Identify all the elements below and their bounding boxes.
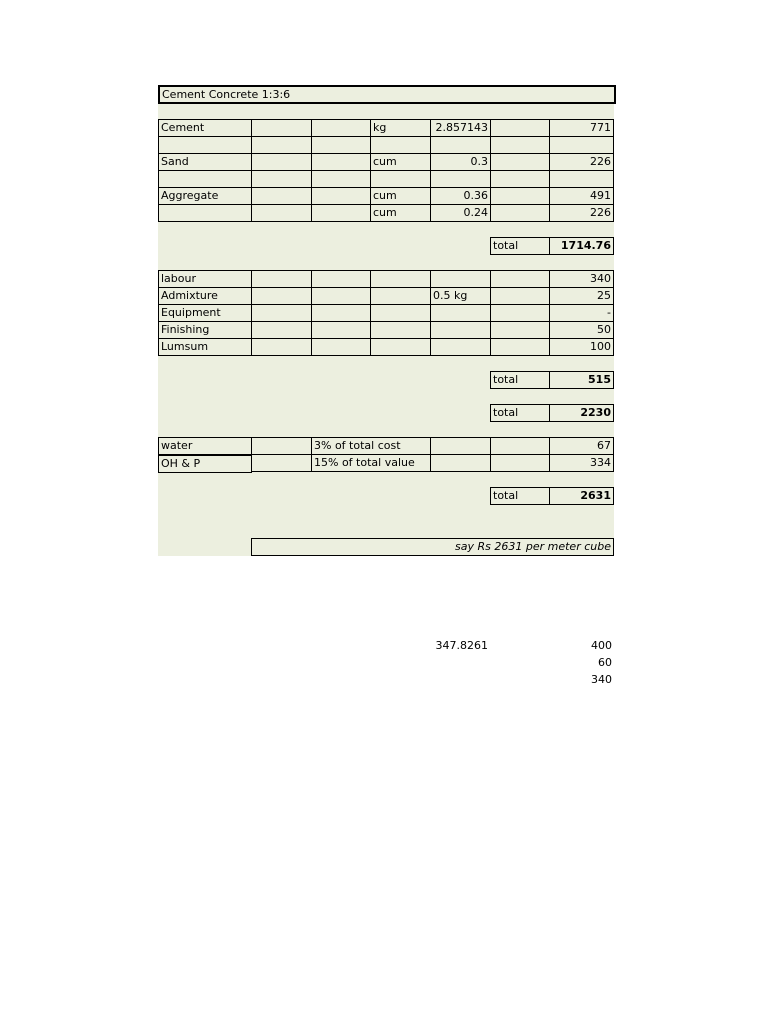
overhead-name[interactable]: Lumsum <box>158 338 252 356</box>
cell[interactable] <box>490 338 550 356</box>
cell[interactable] <box>251 287 312 305</box>
material-name[interactable]: Aggregate <box>158 187 252 205</box>
overhead-amount[interactable]: 100 <box>549 338 614 356</box>
material-unit[interactable]: cum <box>370 153 431 171</box>
overhead-name[interactable]: Admixture <box>158 287 252 305</box>
material-unit[interactable] <box>370 136 431 154</box>
loose-value[interactable]: 347.8261 <box>435 639 488 652</box>
cell[interactable] <box>311 119 371 137</box>
overhead-qty[interactable] <box>430 270 491 288</box>
cell[interactable] <box>311 170 371 188</box>
overhead-amount[interactable]: - <box>549 304 614 322</box>
overhead-total-label: total <box>490 371 551 389</box>
material-qty[interactable] <box>430 170 491 188</box>
loose-value[interactable]: 340 <box>591 673 612 686</box>
cell[interactable] <box>311 270 371 288</box>
material-qty[interactable]: 0.3 <box>430 153 491 171</box>
cell[interactable] <box>311 136 371 154</box>
material-name[interactable]: Sand <box>158 153 252 171</box>
overhead-amount[interactable]: 25 <box>549 287 614 305</box>
material-total-value[interactable]: 1714.76 <box>549 237 614 255</box>
extra-desc[interactable]: 3% of total cost <box>311 437 431 455</box>
overhead-amount[interactable]: 50 <box>549 321 614 339</box>
material-unit[interactable]: kg <box>370 119 431 137</box>
material-qty[interactable]: 2.857143 <box>430 119 491 137</box>
overhead-total-value[interactable]: 515 <box>549 371 614 389</box>
material-qty[interactable] <box>430 136 491 154</box>
sheet-background-left <box>158 538 251 556</box>
cell[interactable] <box>251 119 312 137</box>
cell[interactable] <box>251 338 312 356</box>
cell[interactable] <box>490 454 550 472</box>
extra-amount[interactable]: 67 <box>549 437 614 455</box>
grand-total-value[interactable]: 2631 <box>549 487 614 505</box>
material-amount[interactable] <box>549 170 614 188</box>
cell[interactable] <box>370 287 431 305</box>
sheet-title[interactable]: Cement Concrete 1:3:6 <box>158 85 616 104</box>
material-name[interactable] <box>158 204 252 222</box>
material-qty[interactable]: 0.36 <box>430 187 491 205</box>
cell[interactable] <box>251 204 312 222</box>
cell[interactable] <box>490 270 550 288</box>
grand-total-label: total <box>490 487 551 505</box>
cell[interactable] <box>311 287 371 305</box>
extra-name[interactable]: OH & P <box>158 454 252 473</box>
cell[interactable] <box>251 454 312 472</box>
material-qty[interactable]: 0.24 <box>430 204 491 222</box>
loose-value[interactable]: 60 <box>598 656 612 669</box>
cell[interactable] <box>490 437 550 455</box>
material-amount[interactable]: 226 <box>549 153 614 171</box>
overhead-name[interactable]: labour <box>158 270 252 288</box>
material-amount[interactable]: 771 <box>549 119 614 137</box>
cell[interactable] <box>251 136 312 154</box>
cell[interactable] <box>490 187 550 205</box>
cell[interactable] <box>251 437 312 455</box>
material-name[interactable] <box>158 170 252 188</box>
extra-desc[interactable]: 15% of total value <box>311 454 431 472</box>
cell[interactable] <box>490 136 550 154</box>
overhead-qty[interactable]: 0.5 kg <box>430 287 491 305</box>
cell[interactable] <box>311 338 371 356</box>
cell[interactable] <box>311 153 371 171</box>
material-amount[interactable] <box>549 136 614 154</box>
cell[interactable] <box>430 437 491 455</box>
material-total-label: total <box>490 237 551 255</box>
cell[interactable] <box>490 304 550 322</box>
material-amount[interactable]: 226 <box>549 204 614 222</box>
cell[interactable] <box>311 204 371 222</box>
cell[interactable] <box>370 304 431 322</box>
cell[interactable] <box>490 204 550 222</box>
cell[interactable] <box>490 153 550 171</box>
extra-name[interactable]: water <box>158 437 252 455</box>
material-name[interactable]: Cement <box>158 119 252 137</box>
cell[interactable] <box>370 270 431 288</box>
cell[interactable] <box>430 454 491 472</box>
material-unit[interactable]: cum <box>370 187 431 205</box>
cell[interactable] <box>251 304 312 322</box>
summary-note[interactable]: say Rs 2631 per meter cube <box>251 538 614 556</box>
cell[interactable] <box>311 304 371 322</box>
cell[interactable] <box>490 321 550 339</box>
overhead-name[interactable]: Finishing <box>158 321 252 339</box>
cell[interactable] <box>251 153 312 171</box>
overhead-amount[interactable]: 340 <box>549 270 614 288</box>
cell[interactable] <box>370 321 431 339</box>
subtotal-label: total <box>490 404 551 422</box>
material-unit[interactable] <box>370 170 431 188</box>
cell[interactable] <box>490 170 550 188</box>
cell[interactable] <box>251 270 312 288</box>
cell[interactable] <box>490 287 550 305</box>
extra-amount[interactable]: 334 <box>549 454 614 472</box>
cell[interactable] <box>251 170 312 188</box>
cell[interactable] <box>311 187 371 205</box>
overhead-qty[interactable] <box>430 338 491 356</box>
overhead-name[interactable]: Equipment <box>158 304 252 322</box>
material-amount[interactable]: 491 <box>549 187 614 205</box>
material-unit[interactable]: cum <box>370 204 431 222</box>
material-name[interactable] <box>158 136 252 154</box>
cell[interactable] <box>490 119 550 137</box>
overhead-qty[interactable] <box>430 321 491 339</box>
overhead-qty[interactable] <box>430 304 491 322</box>
cell[interactable] <box>311 321 371 339</box>
loose-value[interactable]: 400 <box>591 639 612 652</box>
subtotal-value[interactable]: 2230 <box>549 404 614 422</box>
cell[interactable] <box>370 338 431 356</box>
cell[interactable] <box>251 187 312 205</box>
cell[interactable] <box>251 321 312 339</box>
